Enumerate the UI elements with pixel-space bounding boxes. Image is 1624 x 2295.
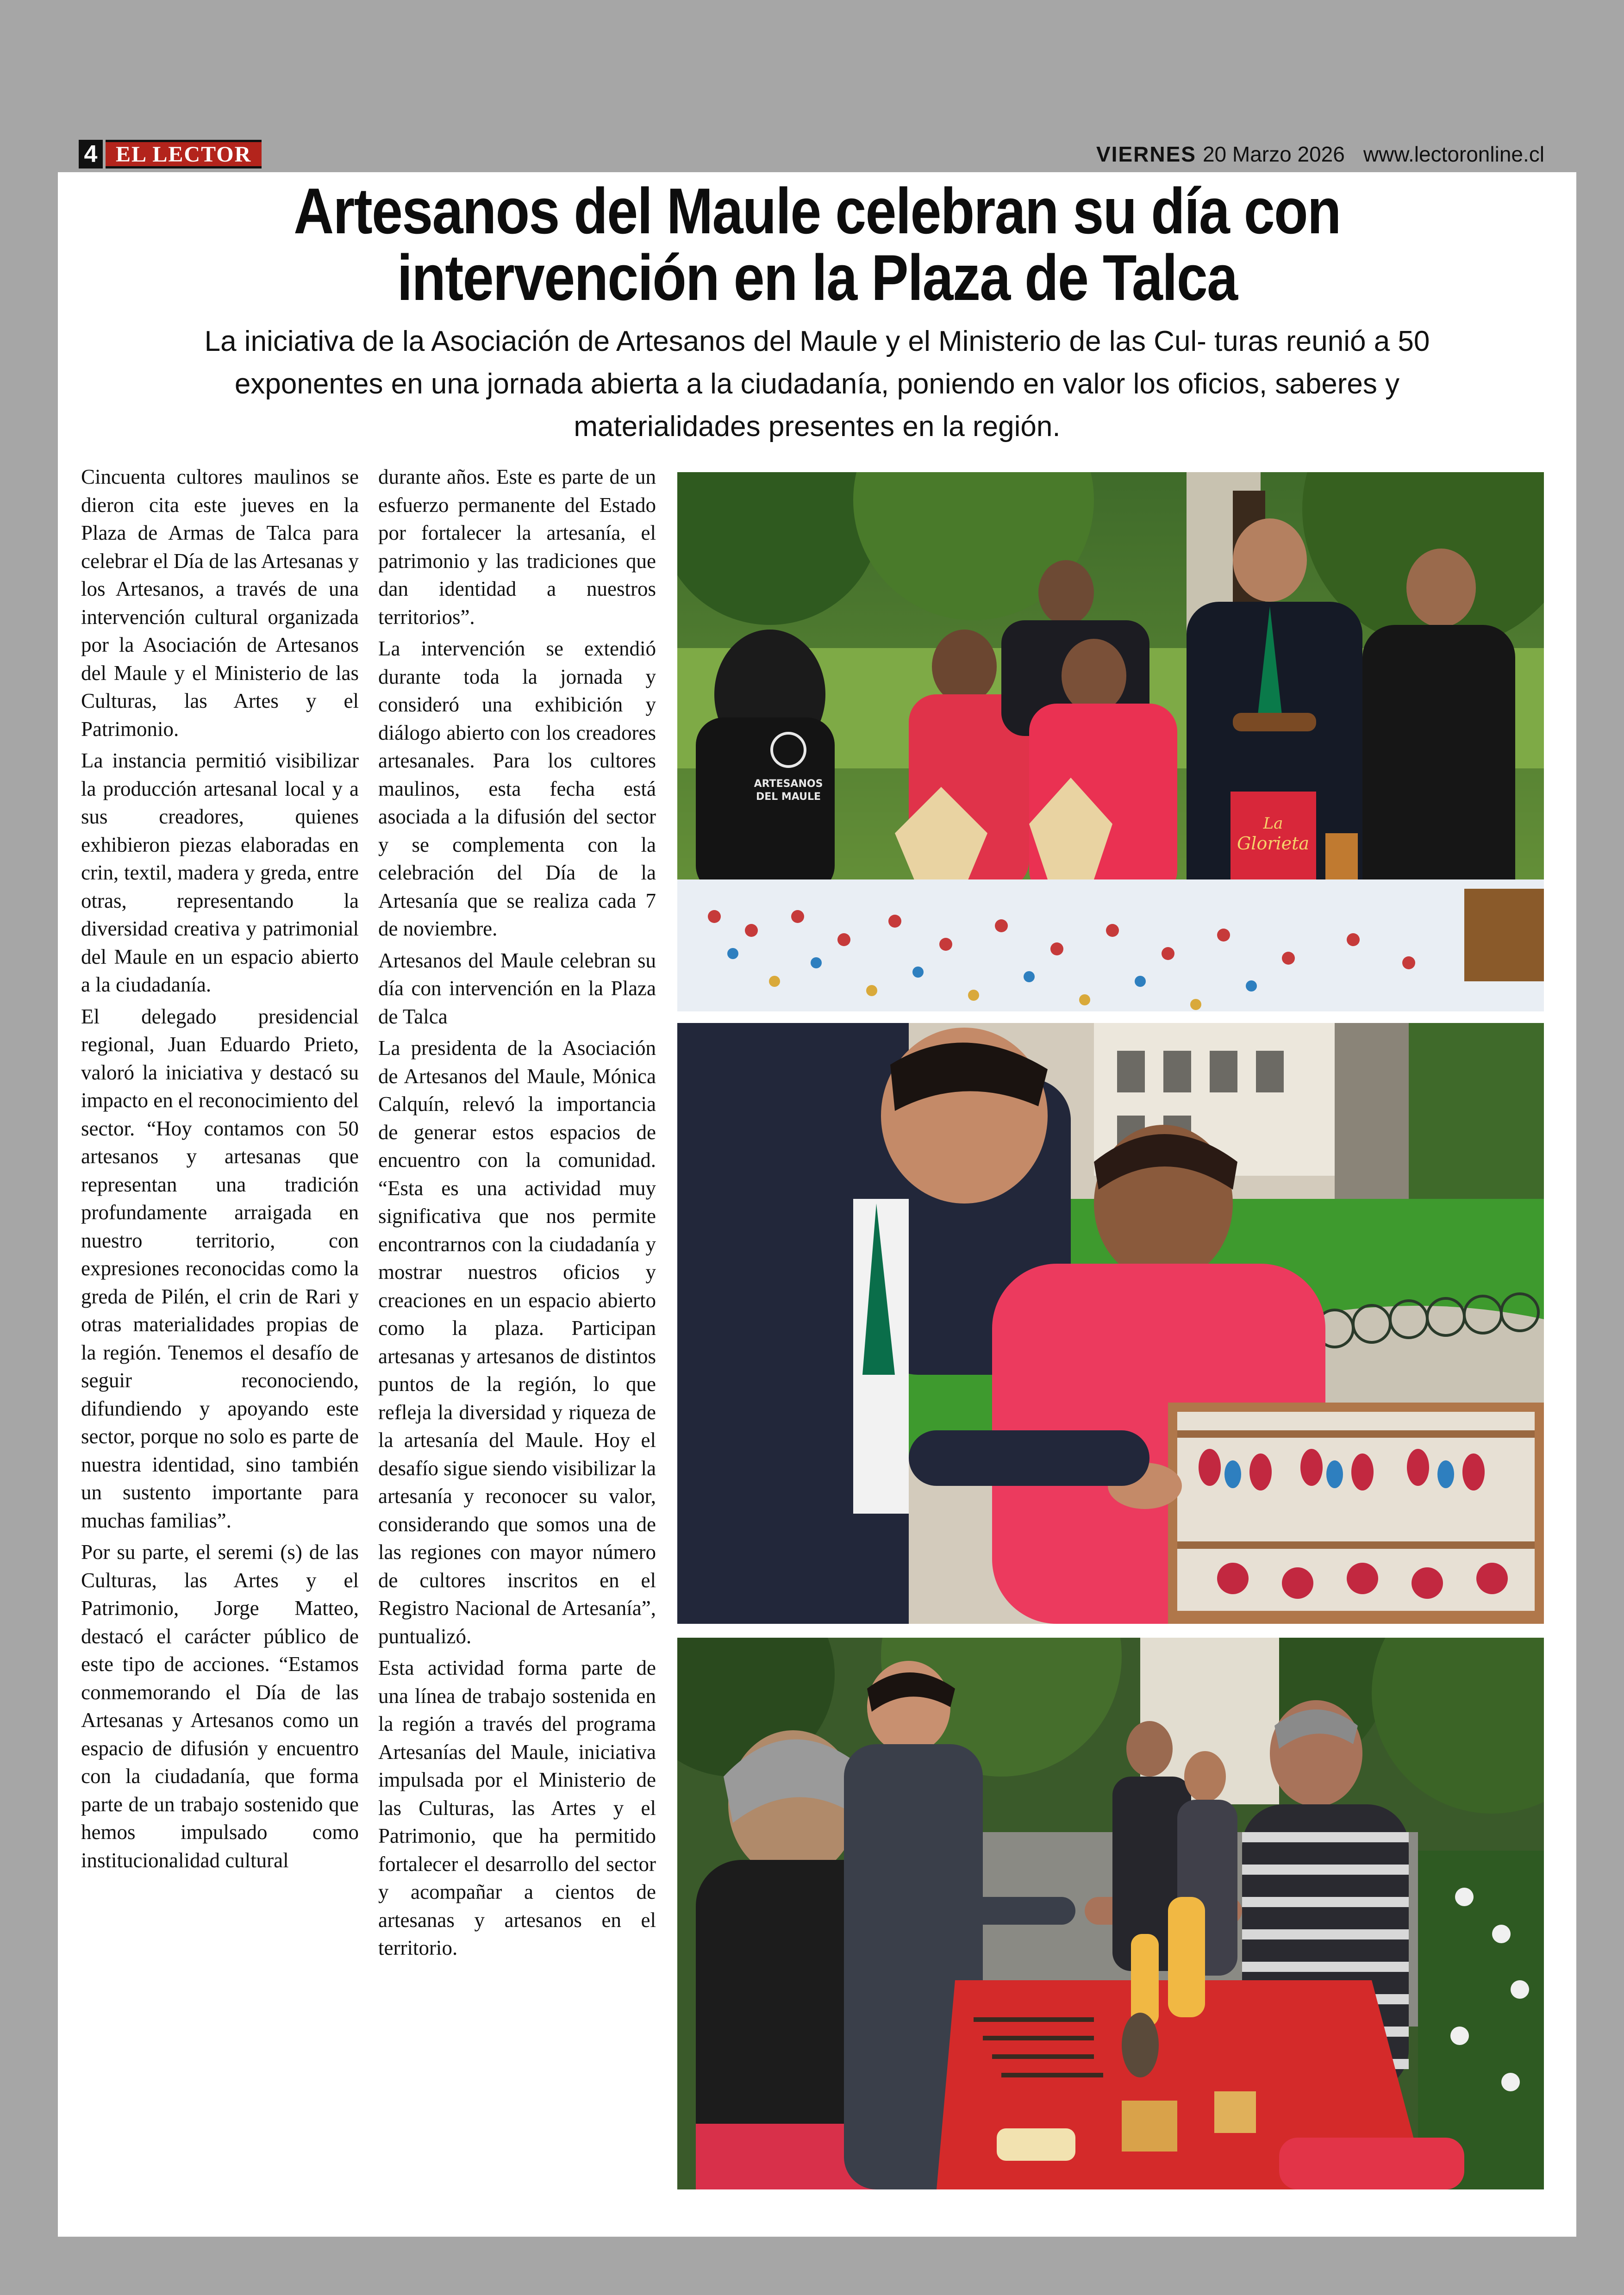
text-column-1 xyxy=(81,463,359,1878)
dateline-date: 20 Marzo 2026 xyxy=(1202,142,1345,166)
shirt-text-2: DEL MAULE xyxy=(756,791,821,803)
photo-official-with-artisan xyxy=(677,1023,1544,1624)
photo-handshake xyxy=(677,1638,1544,2189)
page-sheet xyxy=(58,172,1576,2237)
newspaper-logo: EL LECTOR xyxy=(106,140,262,168)
paragraph: La intervención se extendió durante toda la jornada y consideró una exhibición y diálogo abierto con los creadores artesanales. Para los cultores maulinos, esta fecha está asociada a la difusión del sector y se complementa con la celebración del Día de la Artesanía que se realiza cada 7 de noviembre. xyxy=(378,637,656,940)
shirt-text-1: ARTESANOS xyxy=(754,778,823,790)
paragraph: Artesanos del Maule celebran su día con intervención en la Plaza de Talca xyxy=(378,948,656,1028)
paragraph: durante años. Este es parte de un esfuerzo permanente del Estado por fortalecer la artesanía, el patrimonio y las tradiciones que dan identidad a nuestros territorios”. xyxy=(378,465,656,629)
paragraph: Por su parte, el seremi (s) de las Culturas, las Artes y el Patrimonio, Jorge Matteo, destacó el carácter público de este tipo de acciones. “Estamos conmemorando el Día de las Artesanas y Artesanos como un espacio de difusión y encuentro con la ciudadanía, que forma parte de un trabajo sostenido que hemos impulsado como institucionalidad cultural xyxy=(81,1540,359,1872)
paragraph: La presidenta de la Asociación de Artesanos del Maule, Mónica Calquín, relevó la importancia de generar estos espacios de encuentro con la comunidad. “Esta es una actividad muy significativa que nos permite encontrarnos con la ciudadanía y mostrar nuestros oficios y creaciones en un espacio abierto como la plaza. Participan artesanas y artesanos de distintos puntos de la región, lo que refleja la diversidad y riqueza de la artesanía del Maule. Hoy el desafío sigue siendo visibilizar la artesanía y reconocer su valor, considerando que somos una de las regiones con mayor número de cultores inscritos en el Registro Nacional de Artesanía”, puntualizó. xyxy=(378,1036,656,1648)
photo-artisans-group xyxy=(677,472,1544,1011)
masthead xyxy=(79,140,262,168)
headline-line-2: intervención en la Plaza de Talca xyxy=(397,241,1237,314)
dateline-day: VIERNES xyxy=(1096,142,1196,166)
paragraph: Esta actividad forma parte de una línea de trabajo sostenida en la región a través del programa Artesanías del Maule, iniciativa impulsada por el Ministerio de las Culturas, las Artes y el Patrimonio, que ha permitido fortalecer el desarrollo del sector y acompañar a cientos de artesanas y artesanos en el territorio. xyxy=(378,1656,656,1959)
headline-line-1: Artesanos del Maule celebran su día con xyxy=(294,175,1341,247)
article-deck: La iniciativa de la Asociación de Artesanos del Maule y el Ministerio de las Cul- turas reunió a 50 exponentes en una jornada abierta a la ciudadanía, poniendo en valor los oficios, saberes y materialidades presentes en la región. xyxy=(204,325,1430,443)
page-number: 4 xyxy=(79,140,103,168)
paragraph: La instancia permitió visibilizar la producción artesanal local y a sus creadores, quienes exhibieron piezas elaboradas en crin, textil, madera y greda, entre otras, representando la diversidad creativa y patrimonial del Maule en un espacio abierto a la ciudadanía. xyxy=(81,749,359,996)
website-link[interactable]: www.lectoronline.cl xyxy=(1363,142,1544,166)
dateline xyxy=(1096,140,1544,168)
sign-text-glorieta: Glorieta xyxy=(1237,833,1310,854)
text-column-2 xyxy=(378,463,656,1966)
sign-text-la: La xyxy=(1263,814,1283,833)
article-headline xyxy=(164,175,1470,314)
paragraph: El delegado presidencial regional, Juan Eduardo Prieto, valoró la iniciativa y destacó su impacto en el reconocimiento del sector. “Hoy contamos con 50 artesanos y artesanas que representan una tradición profundamente arraigada en nuestro territorio, con expresiones reconocidas como la greda de Pilén, el crin de Rari y otras materialidades propias de la región. Tenemos el desafío de seguir reconociendo, difundiendo y apoyando este sector, porque no solo es parte de nuestra identidad, sino también un sustento importante para muchas familias”. xyxy=(81,1004,359,1532)
paragraph: Cincuenta cultores maulinos se dieron cita este jueves en la Plaza de Armas de Talca para celebrar el Día de las Artesanas y los Artesanos, a través de una intervención cultural organizada por la Asociación de Artesanos del Maule y el Ministerio de las Culturas, las Artes y el Patrimonio. xyxy=(81,465,359,741)
